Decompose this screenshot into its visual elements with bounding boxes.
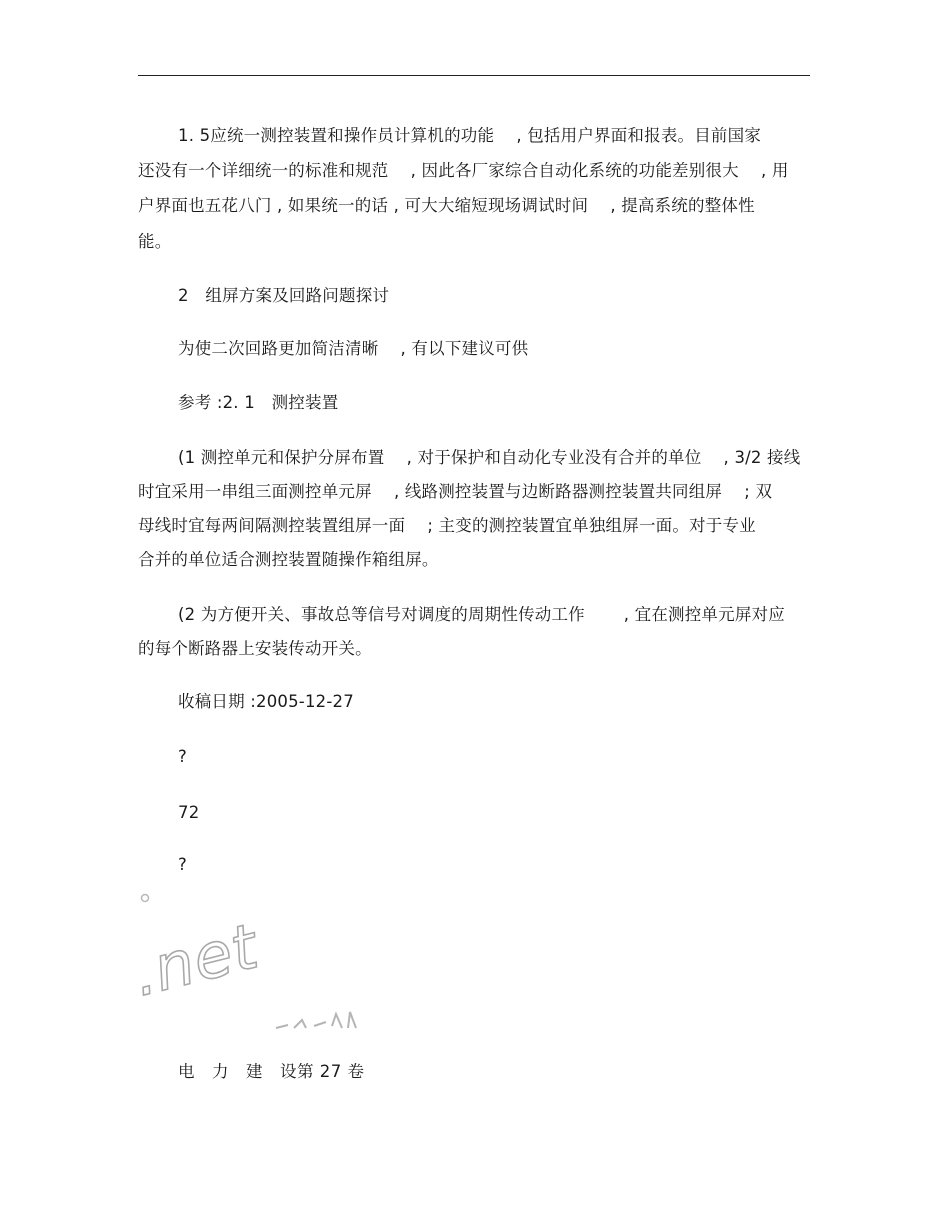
paragraph-2-line-1: (1 测控单元和保护分屏布置 , 对于保护和自动化专业没有合并的单位 , 3/2 接线 <box>178 448 801 467</box>
section-heading: 2 组屏方案及回路问题探讨 <box>178 286 390 305</box>
paragraph-3-line-2: 的每个断路器上安装传动开关。 <box>138 639 372 658</box>
watermark-graphic <box>136 888 376 1038</box>
paragraph-2-line-3: 母线时宜每两间隔测控装置组屏一面 ; 主变的测控装置宜单独组屏一面。对于专业 <box>138 516 756 535</box>
paragraph-3-line-1: (2 为方便开关、事故总等信号对调度的周期性传动工作 , 宜在测控单元屏对应 <box>178 605 785 624</box>
paragraph-2-line-2: 时宜采用一串组三面测控单元屏 , 线路测控装置与边断路器测控装置共同组屏 ; 双 <box>138 482 773 501</box>
watermark-text: .net <box>136 909 266 1011</box>
paragraph-2-line-4: 合并的单位适合测控装置随操作箱组屏。 <box>138 550 439 569</box>
paragraph-1-line-4: 能。 <box>138 232 172 251</box>
paragraph-1-line-3: 户界面也五花八门 , 如果统一的话 , 可大大缩短现场调试时间 , 提高系统的整体性 <box>138 196 755 215</box>
watermark-dot <box>142 895 149 902</box>
paragraph-1-line-2: 还没有一个详细统一的标准和规范 , 因此各厂家综合自动化系统的功能差别很大 , 用 <box>138 161 789 180</box>
page-number: 72 <box>178 803 200 822</box>
watermark-cut-glyphs <box>276 1012 356 1028</box>
received-date: 收稿日期 :2005-12-27 <box>178 692 354 711</box>
watermark-text-group <box>136 909 267 1011</box>
header-rule <box>138 75 810 76</box>
watermark-logo <box>136 888 376 1038</box>
journal-footer: 电 力 建 设第 27 卷 <box>178 1062 365 1081</box>
marker-question-2: ? <box>178 855 187 874</box>
paragraph-1-line-1: 1. 5应统一测控装置和操作员计算机的功能 , 包括用户界面和报表。目前国家 <box>178 126 762 145</box>
intro-line: 为使二次回路更加简洁清晰 , 有以下建议可供 <box>178 339 529 358</box>
subsection-heading: 参考 :2. 1 测控装置 <box>178 393 339 412</box>
marker-question-1: ? <box>178 747 187 766</box>
